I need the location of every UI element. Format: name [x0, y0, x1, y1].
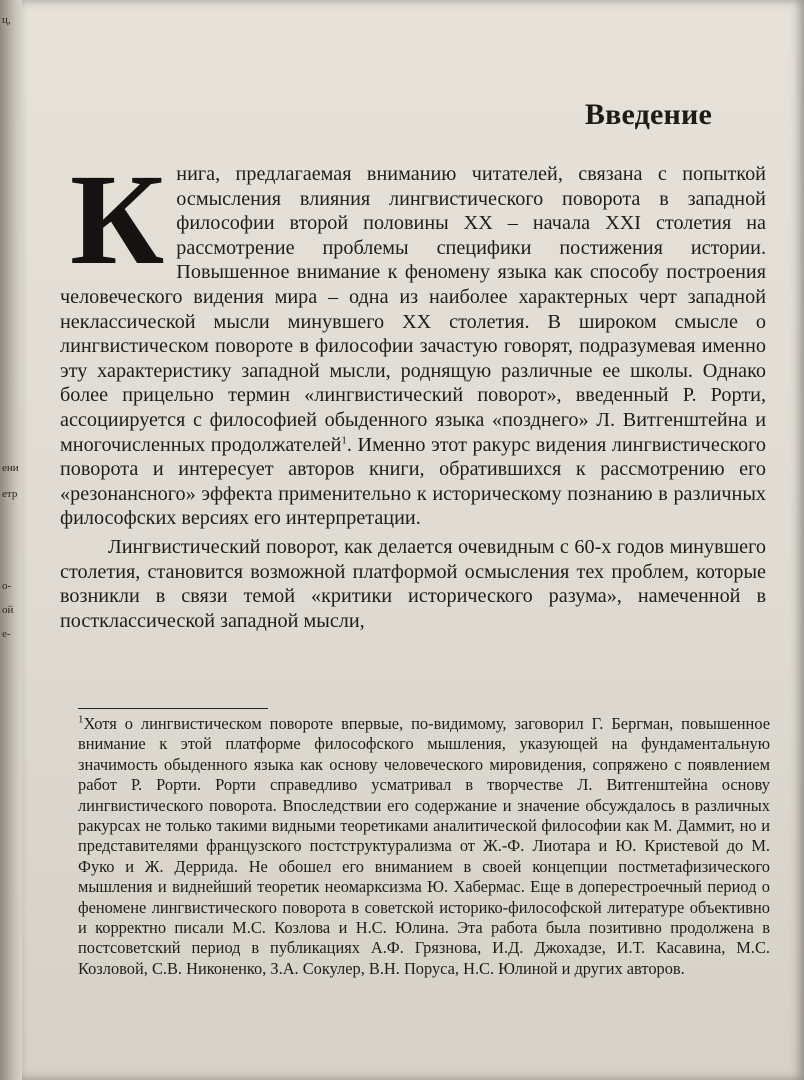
footnote-reference[interactable]: 1 [341, 433, 347, 446]
paragraph-2: Лингвистический поворот, как делается очевидным с 60-х годов минувшего столетия, становится возможной платформой осмысления тех проблем, которые возникли в связи темой «критики исторического разума», намеченной в постклассической западной мысли, [60, 535, 766, 632]
adjacent-page-edge [0, 0, 22, 1080]
adjacent-page-fragment: ени [2, 462, 19, 474]
adjacent-page-fragment: ой [2, 604, 14, 616]
paragraph-1 [60, 148, 766, 531]
drop-cap: К [70, 148, 165, 292]
adjacent-page-fragment: етр [2, 488, 18, 500]
footnote-text: Хотя о лингвистическом повороте впервые, по-видимому, заговорил Г. Бергман, повышенное внимание к этой платформе философского мышления, указующей на фундаментальную значимость обыденного языка как основу человеческого мировидения, сопряжено с появлением работ Р. Рорти. Рорти справедливо усматривал в творчестве Л. Витгенштейна основу лингвистического поворота. Впоследствии его содержание и значение обсуждалось в различных ракурсах не только такими видными теоретиками аналитической философии как М. Даммит, но и представителями французского постструктурализма от Ж.-Ф. Лиотара и Ю. Кристевой до М. Фуко и Ж. Деррида. Не обошел его вниманием в своей концепции постметафизического мышления и виднейший теоретик неомарксизма Ю. Хабермас. Еще в доперестроечный период о феномене лингвистического поворота в советской историко-философской литературе объективно и корректно писали М.С. Козлова и Н.С. Юлина. Эта работа была позитивно продолжена в постсоветский период в публикациях А.Ф. Грязнова, И.Д. Джохадзе, И.Т. Касавина, М.С. Козловой, С.В. Никоненко, З.А. Сокулер, В.Н. Поруса, Н.С. Юлиной и других авторов. [78, 714, 770, 978]
footnote-divider [78, 708, 268, 709]
adjacent-page-fragment: о- [2, 580, 12, 592]
paragraph-1-end: . Именно этот ракурс видения лингвистического поворота и интересует авторов книги, обратившихся к рассмотрению его «резонансного» эффекта применительно к историческому познанию в различных философских версиях его интерпретации. [60, 433, 766, 530]
paragraph-1-text: нига, предлагаемая вниманию читателей, связана с попыткой осмысления влияния лингвистического поворота в западной философии второй половины XX – начала XXI столетия на рассмотрение проблемы специфики постижения истории. Повышенное внимание к феномену языка как способу построения человеческого видения мира – одна из наиболее характерных черт западной неклассической мысли минувшего XX столетия. В широком смысле о лингвистическом повороте в философии зачастую говорят, подразумевая именно эту характеристику западной мысли, роднящую различные ее школы. Однако более прицельно термин «лингвистический поворот», введенный Р. Рорти, ассоциируется с философией обыденного языка «позднего» Л. Витгенштейна и многочисленных продолжателей [60, 163, 766, 456]
book-page [22, 0, 804, 1080]
adjacent-page-fragment: ц, [2, 14, 11, 26]
main-text [60, 148, 766, 633]
show-through-texture [132, 0, 772, 180]
footnote-mark: 1 [78, 713, 84, 726]
adjacent-page-fragment: е- [2, 628, 11, 640]
page-title: Введение [584, 98, 712, 131]
footnote [78, 714, 770, 979]
